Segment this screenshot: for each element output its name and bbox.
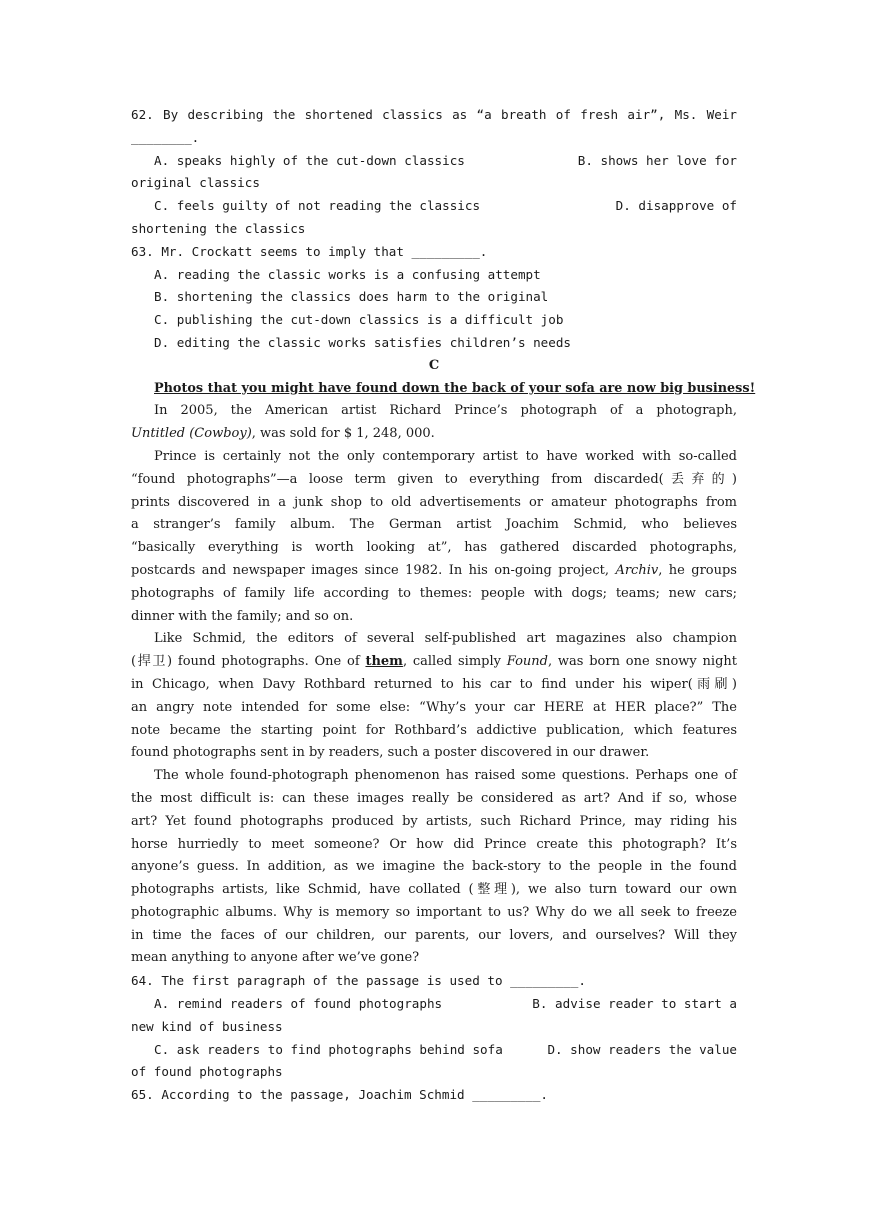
p4-line-3: art? Yet found photographs produced by artists, such Richard Prince, may riding his <box>131 813 737 829</box>
p2-line-4: a stranger’s family album. The German artist Joachim Schmid, who believes <box>131 517 737 533</box>
p1-artwork-title: Untitled (Cowboy) <box>131 426 252 442</box>
p2-line-8: dinner with the family; and so on. <box>131 608 354 624</box>
underlined-word-them: them <box>365 654 403 670</box>
q63-stem: 63. Mr. Crockatt seems to imply that _________. <box>131 243 488 259</box>
magazine-title: Found <box>506 654 548 670</box>
q64-option-d-cont: of found photographs <box>131 1064 283 1080</box>
p4-line-8: in time the faces of our children, our parents, our lovers, and ourselves? Will they <box>131 927 737 943</box>
section-letter: C <box>428 357 440 373</box>
p2-line-7: photographs of family life according to themes: people with dogs; teams; new cars; <box>131 585 737 601</box>
p2-project-title: Archiv <box>615 562 659 578</box>
q64-option-a: A. remind readers of found photographs <box>154 996 443 1012</box>
q64-option-d: D. show readers the value <box>547 1041 737 1057</box>
q62-option-d-cont: shortening the classics <box>131 220 306 236</box>
q62-stem: 62. By describing the shortened classics as “a breath of fresh air”, Ms. Weir <box>131 107 737 122</box>
q62-option-c: C. feels guilty of not reading the classics <box>154 198 481 214</box>
q63-option-a: A. reading the classic works is a confusing attempt <box>154 266 541 282</box>
q64-option-b-cont: new kind of business <box>131 1018 283 1034</box>
q62-option-d: D. disapprove of <box>615 198 737 214</box>
q64-options-row-1 <box>131 993 737 1016</box>
p2-line-1: Prince is certainly not the only contemporary artist to have worked with so-called <box>154 448 737 464</box>
q62-options-row-2 <box>131 195 737 218</box>
p4-line-5: anyone’s guess. In addition, as we imagine the back-story to the people in the found <box>131 859 737 875</box>
q64-stem: 64. The first paragraph of the passage is used to _________. <box>131 973 586 989</box>
p4-line-1: The whole found-photograph phenomenon has raised some questions. Perhaps one of <box>154 768 737 784</box>
p2-line-3: prints discovered in a junk shop to old advertisements or amateur photographs from <box>131 494 737 510</box>
q62-option-a: A. speaks highly of the cut-down classics <box>154 152 465 168</box>
p4-line-2: the most difficult is: can these images really be considered as art? And if so, whose <box>131 790 737 806</box>
p2-line-6: postcards and newspaper images since 1982. In his on-going project, Archiv, he groups <box>131 562 737 578</box>
q63-option-d: D. editing the classic works satisfies children’s needs <box>154 334 572 350</box>
q65-stem: 65. According to the passage, Joachim Schmid _________. <box>131 1087 549 1103</box>
p3-line-1: Like Schmid, the editors of several self-published art magazines also champion <box>154 631 737 647</box>
p2-line-2: “found photographs”—a loose term given to everything from discarded(丢弃的) <box>131 471 737 487</box>
q62-blank: ________. <box>131 129 200 145</box>
q64-option-c: C. ask readers to find photographs behind sofa <box>154 1041 503 1057</box>
q63-option-b: B. shortening the classics does harm to the original <box>154 289 549 305</box>
p1-line-1: In 2005, the American artist Richard Prince’s photograph of a photograph, <box>154 403 737 419</box>
p4-line-6: photographs artists, like Schmid, have collated (整理), we also turn toward our own <box>131 882 737 898</box>
p4-line-7: photographic albums. Why is memory so important to us? Why do we all seek to freeze <box>131 904 737 920</box>
q62-options-row-1 <box>131 150 737 173</box>
p3-line-4: an angry note intended for some else: “Why’s your car HERE at HER place?” The <box>131 699 737 715</box>
p4-line-4: horse hurriedly to meet someone? Or how did Prince create this photograph? It’s <box>131 836 737 852</box>
p3-line-2: (捍卫) found photographs. One of them, called simply Found, was born one snowy night <box>131 654 737 670</box>
q62-option-b-cont: original classics <box>131 175 260 191</box>
p1-line-2: Untitled (Cowboy), was sold for $ 1, 248, 000. <box>131 426 435 442</box>
passage-title: Photos that you might have found down the back of your sofa are now big business! <box>154 380 756 396</box>
p3-line-5: note became the starting point for Rothbard’s addictive publication, which features <box>131 722 737 738</box>
p2-line-5: “basically everything is worth looking at”, has gathered discarded photographs, <box>131 540 737 556</box>
p3-line-6: found photographs sent in by readers, such a poster discovered in our drawer. <box>131 745 650 761</box>
q64-option-b: B. advise reader to start a <box>532 996 737 1012</box>
document-page <box>131 104 756 1107</box>
q64-options-row-2 <box>131 1039 737 1062</box>
q63-option-c: C. publishing the cut-down classics is a difficult job <box>154 312 564 328</box>
p3-line-3: in Chicago, when Davy Rothbard returned to his car to find under his wiper(雨刷) <box>131 676 737 692</box>
p4-line-9: mean anything to anyone after we’ve gone? <box>131 950 420 966</box>
q62-option-b: B. shows her love for <box>577 152 737 168</box>
